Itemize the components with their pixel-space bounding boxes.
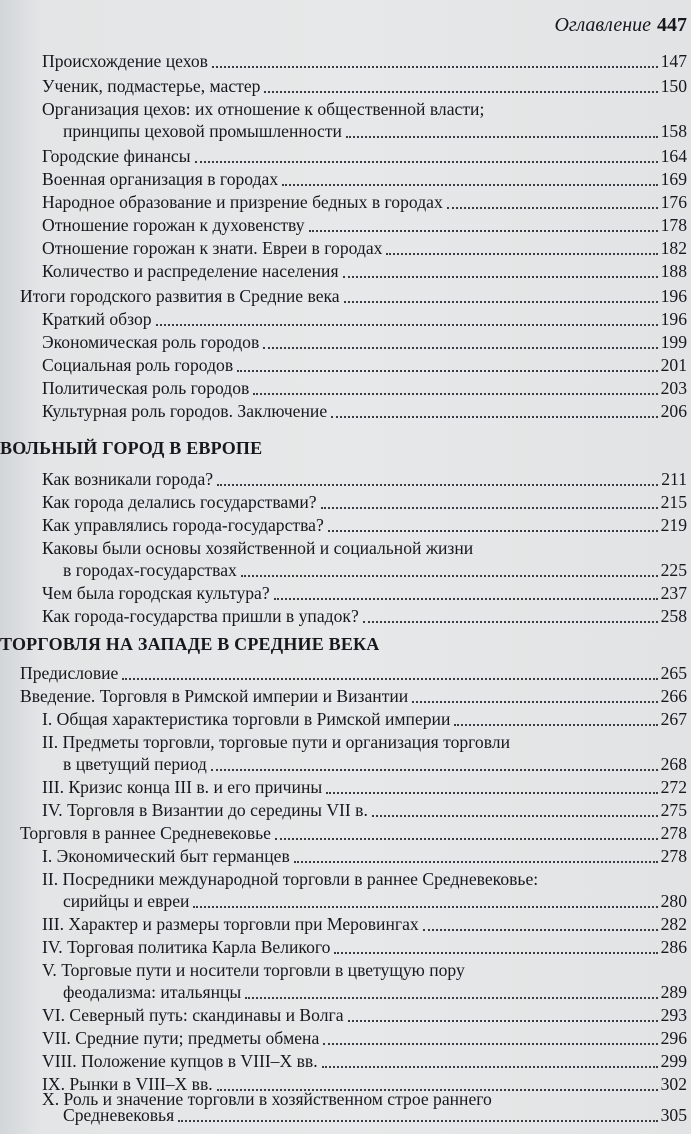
toc-entry-page: 272 bbox=[660, 777, 687, 797]
toc-entry-title: VI. Северный путь: скандинавы и Волга bbox=[42, 1005, 344, 1025]
dot-leader bbox=[245, 996, 657, 999]
dot-leader bbox=[309, 229, 658, 232]
header-page-number: 447 bbox=[657, 14, 687, 36]
toc-entry[interactable] bbox=[0, 145, 687, 168]
toc-entry-first-line: II. Предметы торговли, торговые пути и организация торговли bbox=[42, 732, 511, 752]
toc-entry-title: I. Общая характеристика торговли в Римской империи bbox=[42, 709, 451, 729]
toc-entry-title: I. Экономический быт германцев bbox=[42, 846, 290, 866]
section-heading: ТОРГОВЛЯ НА ЗАПАДЕ В СРЕДНИЕ ВЕКА bbox=[0, 634, 380, 654]
toc-entry-page: 267 bbox=[660, 709, 687, 729]
toc-entry[interactable] bbox=[0, 120, 687, 143]
toc-entry-title: Политическая роль городов bbox=[42, 378, 250, 398]
toc-entry-title: Торговля в раннее Средневековье bbox=[20, 823, 271, 843]
toc-entry[interactable] bbox=[0, 708, 687, 731]
toc-entry-title: Чем была городская культура? bbox=[42, 583, 270, 603]
toc-entry[interactable] bbox=[0, 514, 687, 537]
toc-entry-title: Итоги городского развития в Средние века bbox=[20, 286, 340, 306]
dot-leader bbox=[423, 928, 658, 931]
toc-entry-page: 258 bbox=[660, 606, 687, 626]
toc-entry-first-line: Каковы были основы хозяйственной и социальной жизни bbox=[42, 538, 474, 558]
section-heading: ВОЛЬНЫЙ ГОРОД В ЕВРОПЕ bbox=[0, 438, 263, 458]
toc-entry-page: 268 bbox=[660, 754, 687, 774]
toc-entry-title: принципы цеховой промышленности bbox=[63, 121, 342, 141]
toc-entry-title: Экономическая роль городов bbox=[42, 332, 260, 352]
toc-entry-page: 206 bbox=[660, 401, 687, 421]
toc-entry-page: 199 bbox=[660, 332, 687, 352]
toc-entry-title: Количество и распределение населения bbox=[42, 261, 339, 281]
dot-leader bbox=[195, 160, 658, 163]
toc-entry[interactable] bbox=[0, 331, 687, 354]
dot-leader bbox=[328, 529, 658, 532]
dot-leader bbox=[264, 90, 657, 93]
toc-entry-title: сирийцы и евреи bbox=[63, 891, 190, 911]
toc-entry-page: 293 bbox=[660, 1005, 687, 1025]
dot-leader bbox=[217, 483, 658, 486]
toc-entry-page: 182 bbox=[660, 238, 687, 258]
toc-entry-title: VII. Средние пути; предметы обмена bbox=[42, 1028, 320, 1048]
toc-entry-title: Происхождение цехов bbox=[42, 51, 208, 71]
toc-entry-page: 211 bbox=[661, 469, 687, 489]
toc-entry-title: в цветущий период bbox=[63, 754, 207, 774]
dot-leader bbox=[193, 905, 657, 908]
toc-entry-first-line: V. Торговые пути и носители торговли в цветущую пору bbox=[42, 960, 465, 980]
toc-entry-page: 278 bbox=[660, 823, 687, 843]
toc-entry-title: Предисловие bbox=[20, 663, 119, 683]
toc-entry-page: 203 bbox=[660, 378, 687, 398]
toc-entry-page: 275 bbox=[660, 800, 687, 820]
toc-entry-title: Как управлялись города-государства? bbox=[42, 515, 324, 535]
toc-entry-page: 219 bbox=[660, 515, 687, 535]
dot-leader bbox=[344, 300, 658, 303]
running-header bbox=[554, 14, 687, 37]
toc-entry-page: 215 bbox=[660, 492, 687, 512]
dot-leader bbox=[454, 723, 657, 726]
dot-leader bbox=[122, 677, 657, 680]
dot-leader bbox=[322, 1065, 658, 1068]
toc-entry[interactable] bbox=[0, 285, 687, 308]
dot-leader bbox=[346, 135, 658, 138]
toc-entry-title: Средневековья bbox=[63, 1105, 175, 1125]
toc-entry-page: 237 bbox=[660, 583, 687, 603]
dot-leader bbox=[212, 65, 658, 68]
toc-entry-page: 225 bbox=[660, 560, 687, 580]
toc-entry-page: 147 bbox=[660, 51, 687, 71]
dot-leader bbox=[331, 415, 657, 418]
toc-entry[interactable] bbox=[0, 776, 687, 799]
toc-entry-title: Социальная роль городов bbox=[42, 355, 234, 375]
toc-entry-title: IX. Рынки в VIII–X вв. bbox=[42, 1074, 213, 1094]
toc-entry-page: 169 bbox=[660, 169, 687, 189]
dot-leader bbox=[447, 206, 658, 209]
dot-leader bbox=[275, 837, 658, 840]
toc-entry[interactable] bbox=[0, 308, 687, 331]
header-title: Оглавление bbox=[554, 14, 651, 36]
toc-entry-page: 296 bbox=[660, 1028, 687, 1048]
toc-entry-page: 164 bbox=[660, 146, 687, 166]
toc-entry[interactable] bbox=[0, 685, 687, 708]
toc-entry[interactable] bbox=[0, 981, 687, 1004]
toc-entry[interactable] bbox=[0, 845, 687, 868]
toc-entry[interactable] bbox=[0, 191, 687, 214]
dot-leader bbox=[237, 369, 657, 372]
toc-entry-page: 178 bbox=[660, 215, 687, 235]
toc-entry[interactable] bbox=[0, 377, 687, 400]
toc-entry-title: феодализма: итальянцы bbox=[63, 982, 242, 1002]
dot-leader bbox=[282, 183, 657, 186]
toc-entry[interactable] bbox=[0, 354, 687, 377]
toc-entry[interactable] bbox=[0, 582, 687, 605]
toc-entry-page: 196 bbox=[660, 309, 687, 329]
toc-entry[interactable] bbox=[0, 1050, 687, 1073]
dot-leader bbox=[294, 860, 658, 863]
toc-entry-page: 196 bbox=[660, 286, 687, 306]
dot-leader bbox=[386, 252, 657, 255]
toc-entry[interactable] bbox=[0, 400, 687, 423]
dot-leader bbox=[263, 346, 657, 349]
toc-entry[interactable] bbox=[0, 168, 687, 191]
toc-entry-page: 305 bbox=[660, 1105, 687, 1125]
toc-entry-title: Народное образование и призрение бедных в городах bbox=[42, 192, 443, 212]
toc-entry-page: 282 bbox=[660, 914, 687, 934]
toc-entry[interactable] bbox=[0, 1027, 687, 1050]
toc-entry-title: Как города делались государствами? bbox=[42, 492, 317, 512]
toc-entry-page: 201 bbox=[660, 355, 687, 375]
dot-leader bbox=[363, 620, 658, 623]
dot-leader bbox=[156, 323, 658, 326]
dot-leader bbox=[323, 1042, 657, 1045]
toc-entry[interactable] bbox=[0, 799, 687, 822]
toc-entry-page: 150 bbox=[660, 76, 687, 96]
toc-entry-title: Введение. Торговля в Римской империи и Византии bbox=[20, 686, 409, 706]
toc-entry-page: 280 bbox=[660, 891, 687, 911]
toc-entry-first-line: X. Роль и значение торговли в хозяйственном строе раннего bbox=[42, 1089, 492, 1109]
toc-entry-title: IV. Торговая политика Карла Великого bbox=[42, 937, 331, 957]
dot-leader bbox=[211, 768, 658, 771]
toc-entry[interactable] bbox=[0, 662, 687, 685]
toc-entry[interactable] bbox=[0, 913, 687, 936]
toc-entry[interactable] bbox=[0, 936, 687, 959]
toc-entry-page: 299 bbox=[660, 1051, 687, 1071]
toc-entry-title: Отношение горожан к духовенству bbox=[42, 215, 305, 235]
toc-entry[interactable] bbox=[0, 75, 687, 98]
toc-entry-title: Городские финансы bbox=[42, 146, 191, 166]
toc-entry-title: III. Характер и размеры торговли при Меровингах bbox=[42, 914, 419, 934]
toc-entry-title: Военная организация в городах bbox=[42, 169, 279, 189]
toc-entry[interactable] bbox=[0, 1004, 687, 1027]
toc-entry-title: Отношение горожан к знати. Евреи в городах bbox=[42, 238, 383, 258]
dot-leader bbox=[274, 597, 658, 600]
toc-entry[interactable] bbox=[0, 468, 687, 491]
toc-entry-first-line: II. Посредники международной торговли в раннее Средневековье: bbox=[42, 869, 539, 889]
toc-entry-page: 278 bbox=[660, 846, 687, 866]
dot-leader bbox=[253, 392, 657, 395]
dot-leader bbox=[326, 791, 657, 794]
toc-entry-title: III. Кризис конца III в. и его причины bbox=[42, 777, 323, 797]
toc-entry[interactable] bbox=[0, 237, 687, 260]
toc-entry[interactable] bbox=[0, 214, 687, 237]
dot-leader bbox=[241, 574, 658, 577]
dot-leader bbox=[348, 1019, 658, 1022]
dot-leader bbox=[372, 814, 658, 817]
toc-entry-title: Как возникали города? bbox=[42, 469, 214, 489]
toc-entry[interactable] bbox=[0, 491, 687, 514]
toc-entry-title: Культурная роль городов. Заключение bbox=[42, 401, 328, 421]
toc-entry[interactable] bbox=[0, 605, 687, 628]
toc-entry-title: VIII. Положение купцов в VIII–X вв. bbox=[42, 1051, 318, 1071]
toc-entry-page: 302 bbox=[660, 1074, 687, 1094]
toc-entry-page: 188 bbox=[660, 261, 687, 281]
toc-entry-page: 286 bbox=[660, 937, 687, 957]
toc-entry[interactable] bbox=[0, 260, 687, 283]
toc-entry-page: 176 bbox=[660, 192, 687, 212]
toc-entry-title: в городах-государствах bbox=[63, 560, 237, 580]
toc-entry-title: Как города-государства пришли в упадок? bbox=[42, 606, 359, 626]
dot-leader bbox=[343, 275, 658, 278]
toc-entry-title: IV. Торговля в Византии до середины VII в. bbox=[42, 800, 368, 820]
toc-entry[interactable] bbox=[0, 822, 687, 845]
toc-entry-title: Ученик, подмастерье, мастер bbox=[42, 76, 261, 96]
dot-leader bbox=[321, 506, 658, 509]
toc-entry-first-line: Организация цехов: их отношение к общественной власти; bbox=[42, 99, 485, 119]
toc-entry-title: Краткий обзор bbox=[42, 309, 152, 329]
toc-entry-page: 266 bbox=[660, 686, 687, 706]
dot-leader bbox=[178, 1119, 657, 1122]
dot-leader bbox=[412, 700, 657, 703]
toc-entry-page: 289 bbox=[660, 982, 687, 1002]
toc-entry[interactable] bbox=[0, 50, 687, 73]
dot-leader bbox=[334, 951, 657, 954]
toc-entry[interactable] bbox=[0, 890, 687, 913]
toc-entry-page: 265 bbox=[660, 663, 687, 683]
toc-entry[interactable] bbox=[0, 1104, 687, 1127]
toc-entry[interactable] bbox=[0, 753, 687, 776]
toc-entry-page: 158 bbox=[660, 121, 687, 141]
toc-entry[interactable] bbox=[0, 559, 687, 582]
